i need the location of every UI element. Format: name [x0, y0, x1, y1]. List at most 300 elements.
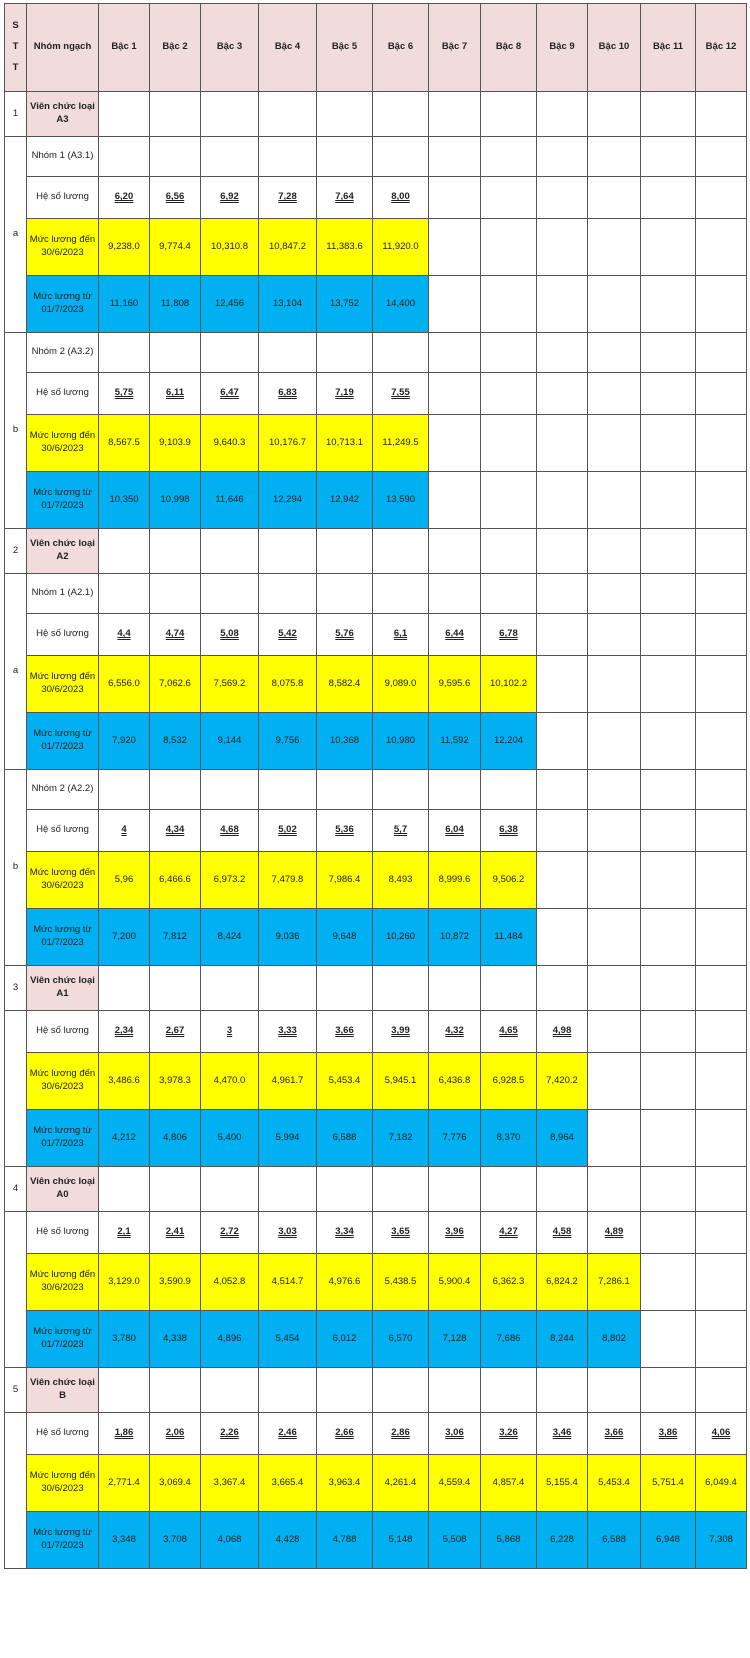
empty-cell — [150, 1368, 201, 1413]
coef-value-bac-8 — [481, 1011, 537, 1053]
new-value-bac-1: 4,212 — [99, 1110, 150, 1167]
empty-cell — [696, 574, 747, 614]
old-value-bac-3: 9,640.3 — [201, 415, 259, 472]
group-name: Nhóm 2 (A3.2) — [27, 333, 99, 373]
empty-cell — [259, 529, 317, 574]
old-value-bac-7: 6,436.8 — [429, 1053, 481, 1110]
empty-cell — [429, 770, 481, 810]
coef-value-bac-5 — [317, 1212, 373, 1254]
empty-cell — [429, 177, 481, 219]
old-value-bac-2: 3,069.4 — [150, 1455, 201, 1512]
empty-cell — [317, 92, 373, 137]
coef-value: 3,46 — [552, 1427, 572, 1439]
empty-cell — [259, 333, 317, 373]
empty-cell — [99, 92, 150, 137]
empty-cell — [99, 529, 150, 574]
category-name: Viên chức loại B — [27, 1368, 99, 1413]
old-value-bac-6: 9,089.0 — [373, 656, 429, 713]
empty-cell — [99, 333, 150, 373]
coef-value: 4,32 — [445, 1025, 464, 1037]
coef-value-bac-4 — [259, 1011, 317, 1053]
old-value-bac-10: 5,453.4 — [588, 1455, 641, 1512]
coef-value-bac-1 — [99, 614, 150, 656]
empty-cell — [641, 219, 696, 276]
empty-cell — [641, 137, 696, 177]
new-value-bac-8: 11,484 — [481, 909, 537, 966]
header-bac-1: Bậc 1 — [99, 4, 150, 92]
new-value-bac-5: 9,648 — [317, 909, 373, 966]
empty-cell — [641, 1011, 696, 1053]
empty-cell — [259, 92, 317, 137]
coef-value-bac-12 — [696, 1413, 747, 1455]
empty-cell — [259, 966, 317, 1011]
empty-cell — [537, 373, 588, 415]
new-value-bac-7: 7,128 — [429, 1311, 481, 1368]
empty-cell — [641, 852, 696, 909]
old-value-bac-2: 6,466.6 — [150, 852, 201, 909]
new-value-bac-3: 9,144 — [201, 713, 259, 770]
empty-cell — [373, 92, 429, 137]
empty-cell — [201, 966, 259, 1011]
empty-cell — [588, 137, 641, 177]
coef-value: 2,66 — [335, 1427, 354, 1439]
empty-cell — [317, 333, 373, 373]
empty-cell — [696, 909, 747, 966]
coef-value-bac-10 — [588, 1413, 641, 1455]
coef-value: 5,76 — [335, 628, 354, 640]
empty-cell — [641, 574, 696, 614]
old-label: Mức lương đến 30/6/2023 — [27, 1455, 99, 1512]
new-value-bac-8: 5,868 — [481, 1512, 537, 1569]
coef-value: 6,04 — [445, 824, 464, 836]
old-value-bac-3: 7,569.2 — [201, 656, 259, 713]
old-value-bac-8: 9,506.2 — [481, 852, 537, 909]
empty-cell — [696, 276, 747, 333]
empty-cell — [696, 373, 747, 415]
new-value-bac-2: 7,812 — [150, 909, 201, 966]
coef-value-bac-4 — [259, 1212, 317, 1254]
new-value-bac-1: 7,920 — [99, 713, 150, 770]
empty-cell — [588, 1167, 641, 1212]
coef-value-bac-5 — [317, 810, 373, 852]
empty-cell — [588, 333, 641, 373]
old-value-bac-5: 10,713.1 — [317, 415, 373, 472]
category-row — [5, 92, 747, 137]
empty-cell — [641, 373, 696, 415]
empty-cell — [150, 966, 201, 1011]
empty-cell — [201, 137, 259, 177]
empty-cell — [641, 1311, 696, 1368]
coef-value-bac-9 — [537, 1212, 588, 1254]
category-name: Viên chức loại A3 — [27, 92, 99, 137]
empty-cell — [588, 373, 641, 415]
group-name-row — [5, 574, 747, 614]
new-value-bac-12: 7,308 — [696, 1512, 747, 1569]
empty-cell — [150, 1167, 201, 1212]
coef-value-bac-2 — [150, 177, 201, 219]
old-value-bac-1: 6,556.0 — [99, 656, 150, 713]
coef-value-bac-3 — [201, 1011, 259, 1053]
empty-cell — [99, 966, 150, 1011]
coef-value-bac-2 — [150, 373, 201, 415]
coef-value: 4,06 — [711, 1427, 731, 1439]
coef-value-bac-4 — [259, 177, 317, 219]
coef-row — [5, 1212, 747, 1254]
coef-value-bac-7 — [429, 614, 481, 656]
empty-cell — [481, 574, 537, 614]
new-value-bac-7: 10,872 — [429, 909, 481, 966]
group-mark: a — [5, 137, 27, 333]
new-value-bac-3: 4,068 — [201, 1512, 259, 1569]
empty-cell — [537, 472, 588, 529]
coef-value: 2,1 — [117, 1226, 131, 1238]
header-bac-9: Bậc 9 — [537, 4, 588, 92]
new-label: Mức lương từ 01/7/2023 — [27, 1110, 99, 1167]
old-value-bac-1: 2,771.4 — [99, 1455, 150, 1512]
coef-value: 2,06 — [165, 1427, 185, 1439]
group-name-row — [5, 770, 747, 810]
coef-value: 4,65 — [499, 1025, 518, 1037]
empty-cell — [150, 529, 201, 574]
empty-cell — [641, 1110, 696, 1167]
empty-cell — [317, 137, 373, 177]
new-value-bac-1: 3,348 — [99, 1512, 150, 1569]
old-value-bac-5: 8,582.4 — [317, 656, 373, 713]
coef-value-bac-3 — [201, 810, 259, 852]
empty-cell — [373, 333, 429, 373]
empty-cell — [201, 1368, 259, 1413]
coef-value-bac-1 — [99, 1413, 150, 1455]
new-row — [5, 276, 747, 333]
new-value-bac-3: 5,400 — [201, 1110, 259, 1167]
empty-cell — [373, 574, 429, 614]
group-mark: b — [5, 333, 27, 529]
old-value-bac-5: 4,976.6 — [317, 1254, 373, 1311]
empty-cell — [481, 966, 537, 1011]
old-row — [5, 656, 747, 713]
empty-cell — [201, 92, 259, 137]
empty-cell — [537, 614, 588, 656]
new-value-bac-6: 7,182 — [373, 1110, 429, 1167]
new-value-bac-3: 11,646 — [201, 472, 259, 529]
old-value-bac-2: 3,590.9 — [150, 1254, 201, 1311]
empty-cell — [696, 1368, 747, 1413]
old-label: Mức lương đến 30/6/2023 — [27, 219, 99, 276]
empty-cell — [537, 966, 588, 1011]
empty-cell — [99, 1368, 150, 1413]
new-value-bac-4: 13,104 — [259, 276, 317, 333]
empty-cell — [99, 574, 150, 614]
coef-label: Hệ số lương — [27, 810, 99, 852]
old-value-bac-6: 5,438.5 — [373, 1254, 429, 1311]
new-value-bac-1: 11,160 — [99, 276, 150, 333]
empty-cell — [150, 137, 201, 177]
old-value-bac-2: 3,978.3 — [150, 1053, 201, 1110]
empty-cell — [588, 713, 641, 770]
old-value-bac-5: 5,453.4 — [317, 1053, 373, 1110]
coef-value: 2,41 — [165, 1226, 185, 1238]
empty-cell — [537, 219, 588, 276]
new-value-bac-9: 8,964 — [537, 1110, 588, 1167]
coef-value-bac-8 — [481, 1413, 537, 1455]
empty-cell — [588, 472, 641, 529]
coef-value-bac-6 — [373, 177, 429, 219]
empty-cell — [373, 1368, 429, 1413]
coef-value: 3,26 — [499, 1427, 518, 1439]
old-value-bac-6: 4,261.4 — [373, 1455, 429, 1512]
coef-value-bac-1 — [99, 1011, 150, 1053]
coef-label: Hệ số lương — [27, 177, 99, 219]
empty-cell — [537, 852, 588, 909]
old-value-bac-4: 3,665.4 — [259, 1455, 317, 1512]
coef-value-bac-4 — [259, 373, 317, 415]
coef-row — [5, 810, 747, 852]
empty-cell — [481, 1167, 537, 1212]
empty-cell — [641, 415, 696, 472]
coef-value: 3,66 — [604, 1427, 624, 1439]
empty-cell — [588, 1053, 641, 1110]
group-mark — [5, 1011, 27, 1167]
empty-cell — [373, 770, 429, 810]
empty-cell — [429, 529, 481, 574]
coef-value: 4 — [121, 824, 127, 836]
old-value-bac-4: 8,075.8 — [259, 656, 317, 713]
old-row — [5, 219, 747, 276]
new-row — [5, 713, 747, 770]
old-value-bac-2: 9,103.9 — [150, 415, 201, 472]
new-value-bac-2: 3,708 — [150, 1512, 201, 1569]
group-mark — [5, 1413, 27, 1569]
coef-value: 5,75 — [114, 387, 134, 399]
coef-value-bac-3 — [201, 1413, 259, 1455]
header-stt — [5, 4, 27, 92]
empty-cell — [641, 529, 696, 574]
coef-value-bac-2 — [150, 1212, 201, 1254]
new-value-bac-8: 12,204 — [481, 713, 537, 770]
header-bac-8: Bậc 8 — [481, 4, 537, 92]
coef-value-bac-5 — [317, 1413, 373, 1455]
salary-table — [4, 3, 747, 1569]
category-stt: 4 — [5, 1167, 27, 1212]
new-value-bac-3: 4,896 — [201, 1311, 259, 1368]
new-value-bac-6: 14,400 — [373, 276, 429, 333]
coef-value: 6,11 — [166, 387, 184, 399]
empty-cell — [641, 656, 696, 713]
new-value-bac-4: 12,294 — [259, 472, 317, 529]
empty-cell — [259, 137, 317, 177]
empty-cell — [588, 1011, 641, 1053]
empty-cell — [537, 770, 588, 810]
empty-cell — [641, 770, 696, 810]
old-value-bac-1: 9,238.0 — [99, 219, 150, 276]
new-value-bac-4: 4,428 — [259, 1512, 317, 1569]
new-value-bac-10: 8,802 — [588, 1311, 641, 1368]
new-value-bac-5: 6,012 — [317, 1311, 373, 1368]
new-value-bac-2: 8,532 — [150, 713, 201, 770]
coef-value-bac-6 — [373, 1011, 429, 1053]
coef-value-bac-1 — [99, 810, 150, 852]
group-mark: b — [5, 770, 27, 966]
coef-value: 6,1 — [393, 628, 408, 640]
empty-cell — [201, 529, 259, 574]
empty-cell — [588, 92, 641, 137]
old-value-bac-3: 3,367.4 — [201, 1455, 259, 1512]
header-bac-2: Bậc 2 — [150, 4, 201, 92]
old-label: Mức lương đến 30/6/2023 — [27, 1254, 99, 1311]
coef-value: 1,86 — [114, 1427, 134, 1439]
old-value-bac-7: 8,999.6 — [429, 852, 481, 909]
empty-cell — [641, 810, 696, 852]
coef-value: 6,44 — [445, 628, 464, 640]
empty-cell — [588, 810, 641, 852]
group-name-row — [5, 137, 747, 177]
old-value-bac-4: 4,514.7 — [259, 1254, 317, 1311]
new-value-bac-2: 4,806 — [150, 1110, 201, 1167]
coef-value-bac-6 — [373, 373, 429, 415]
empty-cell — [641, 614, 696, 656]
empty-cell — [537, 713, 588, 770]
header-bac-3: Bậc 3 — [201, 4, 259, 92]
empty-cell — [641, 1368, 696, 1413]
new-value-bac-7: 11,592 — [429, 713, 481, 770]
empty-cell — [481, 529, 537, 574]
new-value-bac-5: 13,752 — [317, 276, 373, 333]
empty-cell — [537, 137, 588, 177]
old-value-bac-9: 7,420.2 — [537, 1053, 588, 1110]
new-row — [5, 1512, 747, 1569]
old-value-bac-6: 8,493 — [373, 852, 429, 909]
category-row — [5, 1167, 747, 1212]
empty-cell — [696, 219, 747, 276]
new-label: Mức lương từ 01/7/2023 — [27, 472, 99, 529]
new-value-bac-2: 4,338 — [150, 1311, 201, 1368]
empty-cell — [201, 333, 259, 373]
coef-value-bac-1 — [99, 373, 150, 415]
coef-row — [5, 1413, 747, 1455]
coef-value-bac-3 — [201, 614, 259, 656]
empty-cell — [481, 333, 537, 373]
old-value-bac-1: 3,486.6 — [99, 1053, 150, 1110]
empty-cell — [259, 1368, 317, 1413]
coef-value-bac-8 — [481, 810, 537, 852]
old-value-bac-4: 4,961.7 — [259, 1053, 317, 1110]
new-value-bac-5: 6,588 — [317, 1110, 373, 1167]
coef-value-bac-6 — [373, 614, 429, 656]
coef-value: 4,58 — [552, 1226, 572, 1238]
empty-cell — [317, 529, 373, 574]
empty-cell — [537, 276, 588, 333]
header-stt-letter: S — [12, 20, 19, 32]
new-label: Mức lương từ 01/7/2023 — [27, 1311, 99, 1368]
old-row — [5, 415, 747, 472]
empty-cell — [99, 137, 150, 177]
old-label: Mức lương đến 30/6/2023 — [27, 656, 99, 713]
empty-cell — [150, 92, 201, 137]
new-value-bac-3: 8,424 — [201, 909, 259, 966]
category-row — [5, 1368, 747, 1413]
old-value-bac-7: 4,559.4 — [429, 1455, 481, 1512]
empty-cell — [588, 614, 641, 656]
coef-value-bac-2 — [150, 1413, 201, 1455]
empty-cell — [481, 373, 537, 415]
coef-value-bac-8 — [481, 614, 537, 656]
coef-value: 5,7 — [393, 824, 408, 836]
coef-value-bac-5 — [317, 177, 373, 219]
coef-value-bac-1 — [99, 1212, 150, 1254]
coef-value: 7,19 — [335, 387, 354, 399]
header-nhom-ngach: Nhóm ngạch — [27, 4, 99, 92]
new-value-bac-6: 5,148 — [373, 1512, 429, 1569]
old-value-bac-5: 3,963.4 — [317, 1455, 373, 1512]
category-stt: 1 — [5, 92, 27, 137]
empty-cell — [317, 574, 373, 614]
coef-value: 7,64 — [335, 191, 354, 203]
coef-value-bac-2 — [150, 614, 201, 656]
new-label: Mức lương từ 01/7/2023 — [27, 713, 99, 770]
empty-cell — [696, 1110, 747, 1167]
empty-cell — [641, 1053, 696, 1110]
new-value-bac-6: 13,590 — [373, 472, 429, 529]
coef-value: 6,47 — [220, 387, 239, 399]
new-label: Mức lương từ 01/7/2023 — [27, 1512, 99, 1569]
empty-cell — [481, 177, 537, 219]
new-value-bac-4: 5,994 — [259, 1110, 317, 1167]
coef-value: 7,55 — [391, 387, 410, 399]
old-value-bac-4: 10,847.2 — [259, 219, 317, 276]
old-row — [5, 1053, 747, 1110]
empty-cell — [317, 770, 373, 810]
group-name: Nhóm 2 (A2.2) — [27, 770, 99, 810]
empty-cell — [641, 1167, 696, 1212]
empty-cell — [429, 574, 481, 614]
coef-value: 5,02 — [278, 824, 297, 836]
old-value-bac-1: 8,567.5 — [99, 415, 150, 472]
coef-value-bac-3 — [201, 177, 259, 219]
coef-value-bac-4 — [259, 1413, 317, 1455]
empty-cell — [641, 177, 696, 219]
empty-cell — [588, 966, 641, 1011]
new-value-bac-4: 9,036 — [259, 909, 317, 966]
coef-value-bac-7 — [429, 810, 481, 852]
coef-value-bac-10 — [588, 1212, 641, 1254]
old-value-bac-5: 7,986.4 — [317, 852, 373, 909]
empty-cell — [99, 1167, 150, 1212]
empty-cell — [696, 137, 747, 177]
old-value-bac-4: 10,176.7 — [259, 415, 317, 472]
empty-cell — [259, 1167, 317, 1212]
old-value-bac-10: 7,286.1 — [588, 1254, 641, 1311]
coef-label: Hệ số lương — [27, 1011, 99, 1053]
header-stt-letter: T — [12, 61, 19, 73]
empty-cell — [99, 770, 150, 810]
coef-value: 8,00 — [391, 191, 410, 203]
empty-cell — [696, 1212, 747, 1254]
empty-cell — [588, 177, 641, 219]
empty-cell — [537, 333, 588, 373]
empty-cell — [696, 472, 747, 529]
group-mark — [5, 1212, 27, 1368]
old-value-bac-8: 4,857.4 — [481, 1455, 537, 1512]
new-value-bac-6: 10,980 — [373, 713, 429, 770]
coef-row — [5, 1011, 747, 1053]
new-label: Mức lương từ 01/7/2023 — [27, 276, 99, 333]
empty-cell — [150, 333, 201, 373]
empty-cell — [317, 966, 373, 1011]
coef-value: 7,28 — [278, 191, 297, 203]
coef-value: 5,08 — [220, 628, 239, 640]
new-value-bac-2: 11,808 — [150, 276, 201, 333]
empty-cell — [429, 92, 481, 137]
